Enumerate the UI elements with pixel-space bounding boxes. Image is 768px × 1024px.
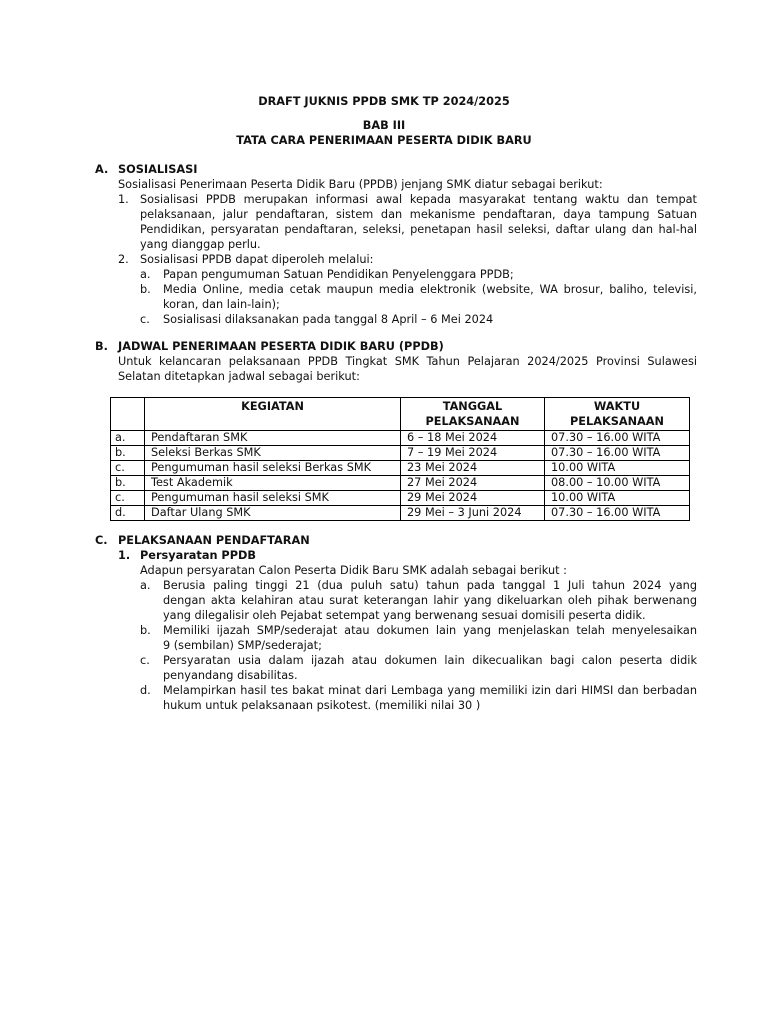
row-tanggal: 29 Mei 2024	[401, 491, 545, 506]
row-number: b.	[111, 446, 145, 461]
row-number: c.	[111, 461, 145, 476]
section-c-letter: C.	[95, 534, 108, 547]
section-c-heading: PELAKSANAAN PENDAFTARAN	[118, 534, 310, 547]
section-a-intro: Sosialisasi Penerimaan Peserta Didik Baru (PPDB) jenjang SMK diatur sebagai berikut:	[118, 178, 603, 191]
section-a-item2: Sosialisasi PPDB dapat diperoleh melalui:	[140, 253, 374, 266]
row-kegiatan: Seleksi Berkas SMK	[145, 446, 401, 461]
row-waktu: 07.30 – 16.00 WITA	[545, 506, 690, 521]
row-kegiatan: Pengumuman hasil seleksi Berkas SMK	[145, 461, 401, 476]
row-kegiatan: Test Akademik	[145, 476, 401, 491]
row-number: a.	[111, 431, 145, 446]
row-waktu: 10.00 WITA	[545, 461, 690, 476]
table-header-row	[111, 398, 690, 431]
section-a-sub-b-line2: koran, dan lain-lain);	[163, 298, 280, 311]
table-row	[111, 461, 690, 476]
section-c-a-letter: a.	[140, 579, 151, 592]
section-c-d-line2: hukum untuk pelaksanaan psikotest. (memiliki nilai 30 )	[163, 699, 481, 712]
section-c-a-line3: yang dilegalisir oleh Pejabat setempat yang berwenang sesuai domisili peserta didik.	[163, 609, 646, 622]
section-c-a-line2: dengan akta kelahiran atau surat keterangan lahir yang dikeluarkan oleh pihak berwenang	[163, 594, 697, 607]
section-a-heading: SOSIALISASI	[118, 163, 198, 176]
document-title: DRAFT JUKNIS PPDB SMK TP 2024/2025	[258, 95, 510, 108]
row-number: c.	[111, 491, 145, 506]
section-a-sub-a: Papan pengumuman Satuan Pendidikan Penyelenggara PPDB;	[163, 268, 514, 281]
header-kegiatan: KEGIATAN	[145, 398, 401, 431]
section-c-c-line2: penyandang disabilitas.	[163, 669, 298, 682]
row-waktu: 10.00 WITA	[545, 491, 690, 506]
section-c-intro: Adapun persyaratan Calon Peserta Didik Baru SMK adalah sebagai berikut :	[140, 564, 567, 577]
section-c-b-line2: 9 (sembilan) SMP/sederajat;	[163, 639, 322, 652]
section-a-item1-line1: Sosialisasi PPDB merupakan informasi awal kepada masyarakat tentang waktu dan tempat	[140, 193, 697, 206]
section-a-item1-number: 1.	[118, 193, 129, 206]
section-b-heading: JADWAL PENERIMAAN PESERTA DIDIK BARU (PPDB)	[118, 340, 444, 353]
section-c-a-line1: Berusia paling tinggi 21 (dua puluh satu) tahun pada tanggal 1 Juli tahun 2024 yang	[163, 579, 697, 592]
section-b-intro-line1: Untuk kelancaran pelaksanaan PPDB Tingkat SMK Tahun Pelajaran 2024/2025 Provinsi Sulawesi	[118, 355, 697, 368]
row-tanggal: 29 Mei – 3 Juni 2024	[401, 506, 545, 521]
header-waktu: WAKTU PELAKSANAAN	[545, 398, 690, 431]
table-row	[111, 491, 690, 506]
section-c-sub1-number: 1.	[118, 549, 131, 562]
section-a-sub-b-line1: Media Online, media cetak maupun media elektronik (website, WA brosur, baliho, televisi,	[163, 283, 697, 296]
section-c-d-letter: d.	[140, 684, 151, 697]
section-a-sub-b-letter: b.	[140, 283, 151, 296]
section-a-item1-line4: yang dianggap perlu.	[140, 238, 261, 251]
row-kegiatan: Daftar Ulang SMK	[145, 506, 401, 521]
chapter-number: BAB III	[362, 119, 406, 132]
header-tanggal: TANGGAL PELAKSANAAN	[401, 398, 545, 431]
section-c-sub1-heading: Persyaratan PPDB	[140, 549, 256, 562]
row-waktu: 08.00 – 10.00 WITA	[545, 476, 690, 491]
section-a-item1-line2: pelaksanaan, jalur pendaftaran, sistem dan mekanisme pendaftaran, daya tampung Satuan	[140, 208, 697, 221]
table-row	[111, 506, 690, 521]
section-c-c-letter: c.	[140, 654, 150, 667]
section-a-letter: A.	[95, 163, 109, 176]
row-tanggal: 23 Mei 2024	[401, 461, 545, 476]
schedule-table	[110, 397, 690, 521]
header-number	[111, 398, 145, 431]
section-a-sub-c: Sosialisasi dilaksanakan pada tanggal 8 April – 6 Mei 2024	[163, 313, 494, 326]
row-waktu: 07.30 – 16.00 WITA	[545, 431, 690, 446]
section-b-letter: B.	[95, 340, 108, 353]
row-tanggal: 6 – 18 Mei 2024	[401, 431, 545, 446]
section-a-sub-c-letter: c.	[140, 313, 150, 326]
row-tanggal: 7 – 19 Mei 2024	[401, 446, 545, 461]
row-kegiatan: Pengumuman hasil seleksi SMK	[145, 491, 401, 506]
row-kegiatan: Pendaftaran SMK	[145, 431, 401, 446]
section-c-b-line1: Memiliki ijazah SMP/sederajat atau dokumen lain yang menjelaskan telah menyelesaikan	[163, 624, 697, 637]
section-a-sub-a-letter: a.	[140, 268, 151, 281]
section-a-item2-number: 2.	[118, 253, 129, 266]
table-row	[111, 476, 690, 491]
section-c-b-letter: b.	[140, 624, 151, 637]
table-row	[111, 431, 690, 446]
section-c-c-line1: Persyaratan usia dalam ijazah atau dokumen lain dikecualikan bagi calon peserta didik	[163, 654, 697, 667]
table-row	[111, 446, 690, 461]
row-number: d.	[111, 506, 145, 521]
row-waktu: 07.30 – 16.00 WITA	[545, 446, 690, 461]
row-number: b.	[111, 476, 145, 491]
chapter-title: TATA CARA PENERIMAAN PESERTA DIDIK BARU	[236, 134, 532, 147]
section-a-item1-line3: Pendidikan, persyaratan pendaftaran, seleksi, penetapan hasil seleksi, daftar ulang dan hal-hal	[140, 223, 697, 236]
section-c-d-line1: Melampirkan hasil tes bakat minat dari Lembaga yang memiliki izin dari HIMSI dan berbadan	[163, 684, 697, 697]
section-b-intro-line2: Selatan ditetapkan jadwal sebagai berikut:	[118, 370, 360, 383]
row-tanggal: 27 Mei 2024	[401, 476, 545, 491]
